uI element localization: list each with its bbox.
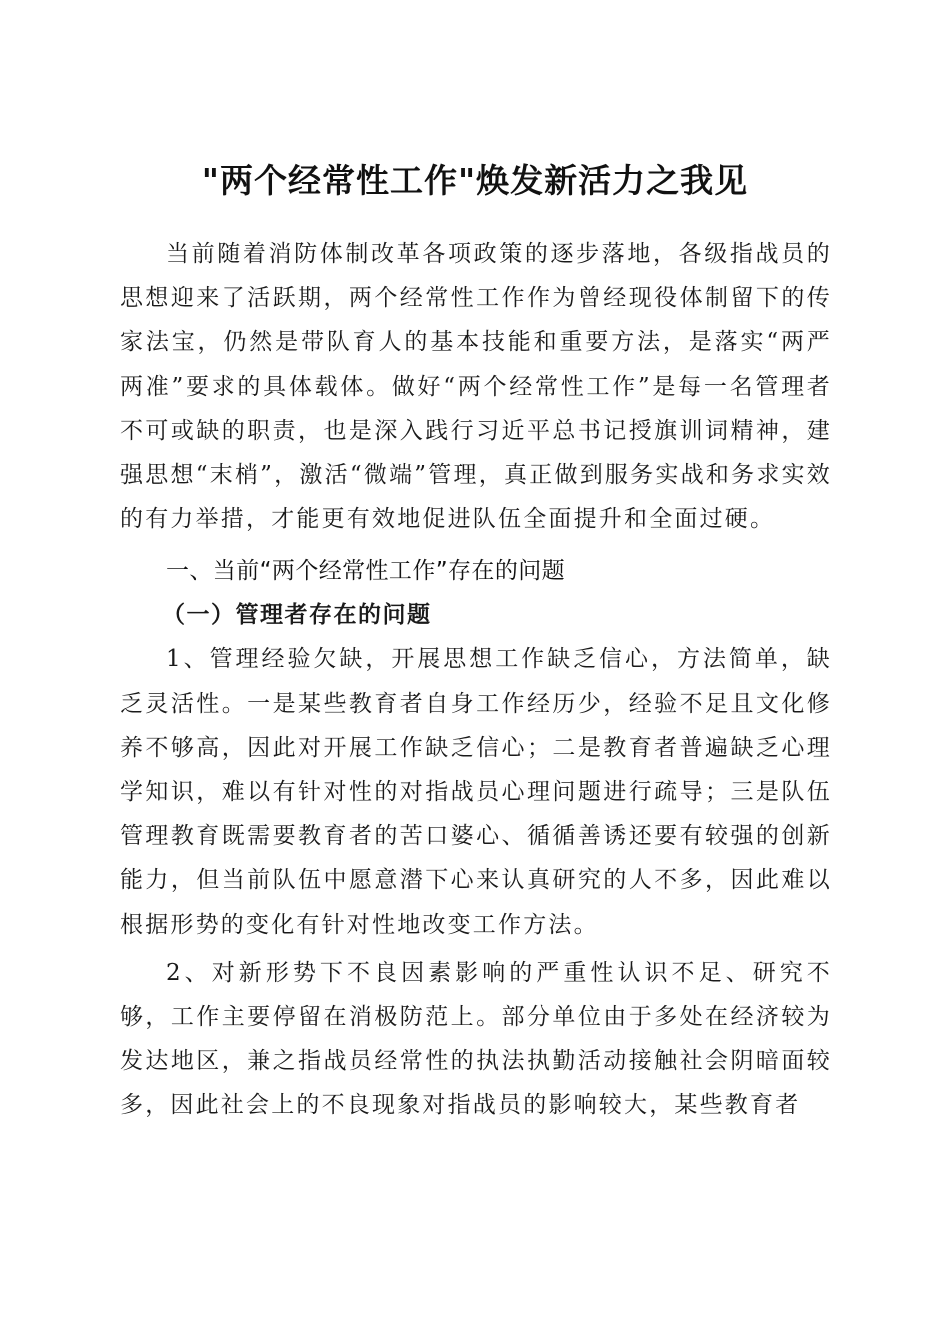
paragraph-item-1: 1、管理经验欠缺，开展思想工作缺乏信心，方法简单，缺乏灵活性。一是某些教育者自身工作经历少，经验不足且文化修养不够高，因此对开展工作缺乏信心；二是教育者普遍缺乏心理学知识，难以有针对性的对指战员心理问题进行疏导；三是队伍管理教育既需要教育者的苦口婆心、循循善诱还要有较强的创新能力，但当前队伍中愿意潜下心来认真研究的人不多，因此难以根据形势的变化有针对性地改变工作方法。: [120, 646, 832, 938]
subsection-heading: （一）管理者存在的问题: [162, 601, 432, 629]
section-heading: 一、当前“两个经常性工作”存在的问题: [166, 558, 566, 585]
document-title: "两个经常性工作"焕发新活力之我见: [201, 161, 749, 201]
intro-paragraph: 当前随着消防体制改革各项政策的逐步落地，各级指战员的思想迎来了活跃期，两个经常性工作作为曾经现役体制留下的传家法宝，仍然是带队育人的基本技能和重要方法，是落实“两严两准”要求的具体载体。做好“两个经常性工作”是每一名管理者不可或缺的职责，也是深入践行习近平总书记授旗训词精神，建强思想“末梢”，激活“微端”管理，真正做到服务实战和务求实效的有力举措，才能更有效地促进队伍全面提升和全面过硬。: [120, 241, 832, 533]
paragraph-item-2: 2、对新形势下不良因素影响的严重性认识不足、研究不够，工作主要停留在消极防范上。部分单位由于多处在经济较为发达地区，兼之指战员经常性的执法执勤活动接触社会阴暗面较多，因此社会上的不良现象对指战员的影响较大，某些教育者: [120, 959, 832, 1119]
document-body: [120, 232, 832, 1128]
